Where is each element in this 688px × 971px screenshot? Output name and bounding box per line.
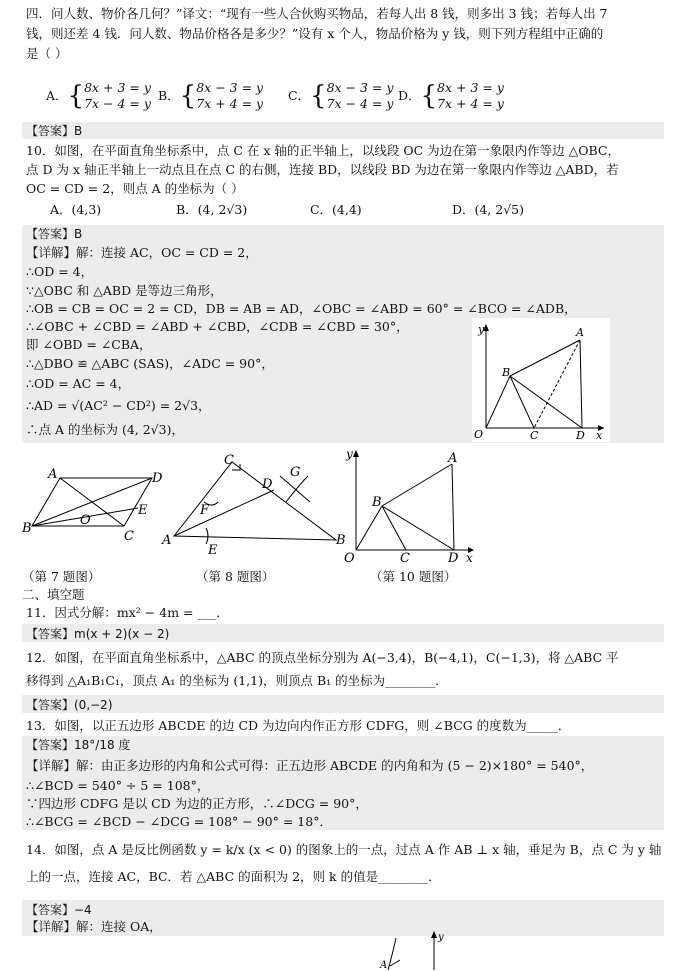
- fig8-label-f: F: [200, 503, 210, 518]
- fig8-label-b: B: [336, 533, 346, 548]
- q-prev-line2: 钱，则还差 4 钱．问人数、物品价格各是多少？”设有 x 个人，物品价格为 y 钱，则下列方程组中正确的: [26, 26, 604, 41]
- q12-line1: 12．如图，在平面直角坐标系中，△ABC 的顶点坐标分别为 A(−3,4)，B(−4,1)，C(−1,3)，将 △ABC 平: [26, 650, 619, 665]
- label-b: B: [502, 366, 511, 379]
- q14-line1: 14．如图，点 A 是反比例函数 y = k/x (x < 0) 的图象上的一点，过点 A 作 AB ⊥ x 轴，垂足为 B，点 C 为 y 轴: [26, 842, 662, 857]
- label-o: O: [474, 428, 484, 441]
- q10-answer: 【答案】B: [26, 227, 83, 241]
- figure-7: [20, 466, 170, 550]
- q-prev-options: [46, 80, 504, 112]
- fig10-label-o: O: [344, 551, 355, 566]
- q14-line2: 上的一点，连接 AC，BC．若 △ABC 的面积为 2，则 k 的值是________．: [26, 869, 441, 884]
- q13-explain-1: ∴∠BCD = 540° ÷ 5 = 108°，: [26, 778, 210, 793]
- q10-option-d: D．(4, 2√5): [451, 202, 524, 217]
- q14-figure-partial: [376, 926, 456, 971]
- fig10-y-arrow: [353, 450, 359, 457]
- q-prev-line3: 是（ ）: [26, 46, 68, 61]
- fig10-label-c: C: [400, 551, 410, 566]
- q-prev-option-b: B．{8x − 3 = y 7x + 4 = y: [157, 80, 264, 111]
- fig10-caption: （第 10 题图）: [370, 569, 457, 584]
- q10-explain-2: ∵△OBC 和 △ABD 是等边三角形，: [26, 283, 223, 298]
- fig10-segment-bc: [382, 506, 406, 550]
- q11-line: 11．因式分解：mx² − 4m = ___．: [26, 605, 229, 620]
- fig8-label-d: D: [262, 477, 273, 492]
- fig10-segment-ob: [356, 506, 382, 550]
- q13-answer: 【答案】18°/18 度: [26, 738, 131, 752]
- fig7-label-c: C: [124, 529, 134, 544]
- label-x: x: [596, 429, 603, 442]
- q10-line1: 10．如图，在平面直角坐标系中，点 C 在 x 轴的正半轴上，以线段 OC 为边在第一象限内作等边 △OBC，: [26, 143, 620, 158]
- fig7-label-e: E: [138, 503, 148, 518]
- q10-explain-4: ∴∠OBC + ∠CBD = ∠ABD + ∠CBD，∠CDB = ∠CBD = 30°，: [26, 319, 409, 334]
- q14-answer: 【答案】−4: [26, 903, 92, 917]
- q10-explain-1: ∴OD = 4，: [26, 264, 94, 279]
- section-fill-blank: 二、填空题: [22, 587, 85, 602]
- fig10-label-d: D: [448, 551, 459, 566]
- fig10-label-y: y: [346, 447, 353, 461]
- fig8-segment-ad: [174, 490, 274, 536]
- fig10-segment-ad: [452, 464, 454, 550]
- fig7-diagonal-ac: [60, 478, 124, 526]
- q-prev-option-a: A．{8x + 3 = y 7x − 4 = y: [46, 80, 151, 111]
- q-prev-answer: 【答案】B: [26, 124, 83, 138]
- fig8-arc-e: [206, 528, 208, 544]
- q10-explain-5: 即 ∠OBD = ∠CBA，: [26, 337, 152, 352]
- fig7-label-o: O: [80, 513, 91, 528]
- fig8-label-a: A: [162, 533, 172, 548]
- q10-explain-9: ∴点 A 的坐标为 (4, 2√3)，: [26, 422, 184, 437]
- q10-explain-7: ∴OD = AC = 4，: [26, 376, 131, 391]
- q14-label-y: y: [438, 932, 444, 943]
- q14-explain: 【详解】解：连接 OA，: [26, 919, 162, 934]
- label-a: A: [576, 326, 584, 339]
- fig10-label-x: x: [466, 551, 473, 565]
- fig8-triangle: [174, 462, 336, 540]
- fig10-label-a: A: [448, 451, 458, 466]
- q10-options: [50, 202, 524, 218]
- q10-line3: OC = CD = 2，则点 A 的坐标为（ ）: [26, 181, 244, 196]
- q11-answer: 【答案】m(x + 2)(x − 2): [26, 627, 170, 641]
- q-prev-option-c: C．{8x − 3 = y 7x − 4 = y: [287, 80, 394, 111]
- q10-option-b: B．(4, 2√3): [175, 202, 248, 217]
- fig7-label-a: A: [48, 467, 58, 482]
- q10-explain-6: ∴△DBO ≌ △ABC (SAS)，∠ADC = 90°，: [26, 356, 274, 371]
- fig8-caption: （第 8 题图）: [196, 569, 275, 584]
- fig10-segment-bd: [382, 506, 454, 550]
- q13-explain-3: ∴∠BCG = ∠BCD − ∠DCG = 108° − 90° = 18°．: [26, 814, 332, 829]
- label-d: D: [576, 429, 585, 442]
- q10-explain-8: ∴AD = √(AC² − CD²) = 2√3，: [26, 398, 211, 413]
- q10-option-c: C．(4,4): [309, 202, 362, 217]
- figure-8: [160, 448, 352, 560]
- fig7-label-b: B: [22, 521, 32, 536]
- fig7-caption: （第 7 题图）: [22, 569, 101, 584]
- q12-line2: 移得到 △A₁B₁C₁，顶点 A₁ 的坐标为 (1,1)，则顶点 B₁ 的坐标为________．: [26, 673, 448, 688]
- q10-explain-figure: [472, 318, 610, 442]
- figure-10: [340, 446, 480, 566]
- q-prev-line1: 四．问人数、物价各几何？”译文：“现有一些人合伙购买物品，若每人出 8 钱，则多出 3 钱；若每人出 7: [26, 6, 608, 21]
- q14-y-arrow: [431, 931, 437, 938]
- fig7-label-d: D: [152, 471, 163, 486]
- q14-label-a: A: [380, 960, 388, 971]
- label-c: C: [530, 429, 539, 442]
- fig10-segment-ba: [382, 464, 452, 506]
- q10-line2: 点 D 为 x 轴正半轴上一动点且在点 C 的右侧，连接 BD，以线段 BD 为边在第一象限内作等边 △ABD，若: [26, 162, 619, 177]
- label-y: y: [478, 323, 485, 336]
- q13-line: 13．如图，以正五边形 ABCDE 的边 CD 为边向内作正方形 CDFG，则 ∠BCG 的度数为_____．: [26, 718, 571, 733]
- q10-explain-0: 【详解】解：连接 AC，OC = CD = 2，: [26, 245, 258, 260]
- q10-option-a: A．(4,3): [50, 202, 102, 217]
- q12-answer: 【答案】(0,−2): [26, 698, 113, 712]
- q13-explain-0: 【详解】解：由正多边形的内角和公式可得：正五边形 ABCDE 的内角和为 (5 − 2)×180° = 540°，: [26, 758, 594, 773]
- fig8-label-c: C: [224, 453, 234, 468]
- fig8-label-e: E: [208, 543, 218, 558]
- q10-explain-3: ∴OB = CB = OC = 2 = CD，DB = AB = AD，∠OBC = ∠ABD = 60° = ∠BCO = ∠ADB，: [26, 301, 577, 316]
- q14-segment: [390, 960, 400, 966]
- fig10-label-b: B: [372, 495, 382, 510]
- q-prev-option-d: D．{8x + 3 = y 7x + 4 = y: [397, 80, 504, 111]
- q13-explain-2: ∵四边形 CDFG 是以 CD 为边的正方形，∴∠DCG = 90°，: [26, 796, 368, 811]
- fig8-label-g: G: [290, 465, 301, 480]
